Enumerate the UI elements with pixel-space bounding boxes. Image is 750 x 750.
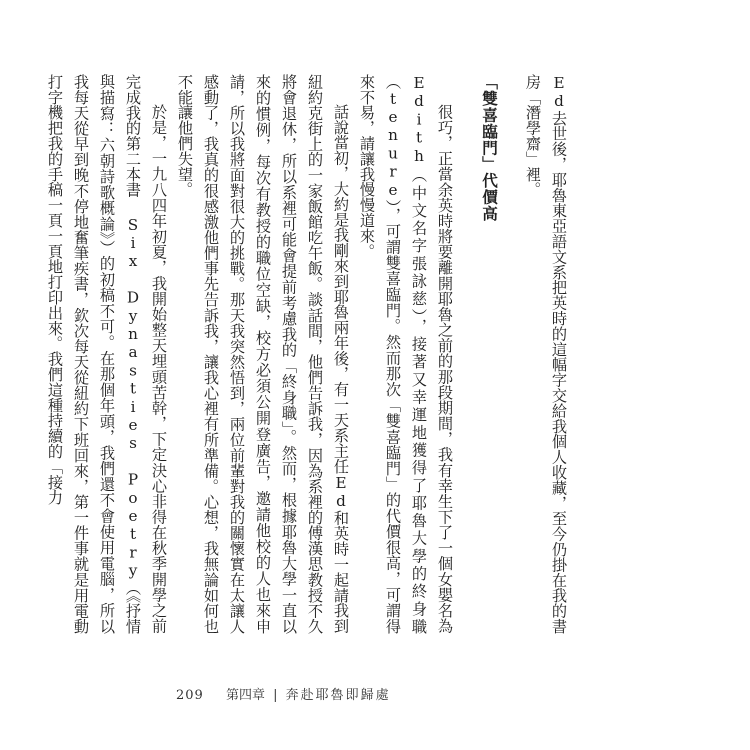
section-heading: 「雙喜臨門」代價高 [480, 74, 498, 222]
page-footer [176, 684, 391, 703]
paragraph-2: 話說當初，大約是我剛來到耶魯兩年後，有一天系主任Ed和英時一起請我到紐約克街上的一家飯館吃午飯。談話間，他們告訴我，因為系裡的傅漢思教授不久將會退休，所以系裡可能會提前考慮我的「終身職」。然而，根據耶魯大學一直以來的慣例，每次有教授的職位空缺，校方必須公開登廣告，邀請他校的人也來申請，所以我將面對很大的挑戰。那天我突然悟到，兩位前輩對我的關懷實在太讓人感動了，我真的很感激他們事先告訴我，讓我心裡有所準備。心想，我無論如何也不能讓他們失望。 [176, 74, 350, 634]
paragraph-continued: Ed去世後，耶魯東亞語文系把英時的這幅字交給我個人收藏，至今仍掛在我的書房「潛學齋」裡。 [524, 74, 568, 634]
chapter-label: 第四章 [225, 688, 265, 703]
footer-divider: | [273, 688, 278, 703]
paragraph-1: 很巧，正當余英時將要離開耶魯之前的那段期間，我有幸生下了一個女嬰名為 Edith（中文名字張詠慈），接著又幸運地獲得了耶魯大學的終身職（tenure），可謂雙喜臨門。然而那次「雙喜臨門」的代價很高，可謂得來不易，請讓我慢慢道來。 [358, 74, 454, 634]
paragraph-3: 於是，一九八四年初夏，我開始整天埋頭苦幹，下定決心非得在秋季開學之前完成我的第二本書 Six Dynasties Poetry（《抒情與描寫：六朝詩歌概論》）的初稿不可。在那個年頭，我們還不會使用電腦，所以我每天從早到晚不停地奮筆疾書，欽次每天從紐約下班回來，第一件事就是用電動打字機把我的手稿一頁一頁地打印出來。我們這種持續的「接力 [46, 74, 168, 634]
running-title: 奔赴耶魯即歸處 [285, 688, 391, 703]
page-number: 209 [176, 688, 204, 703]
vertical-text-body [46, 74, 572, 634]
